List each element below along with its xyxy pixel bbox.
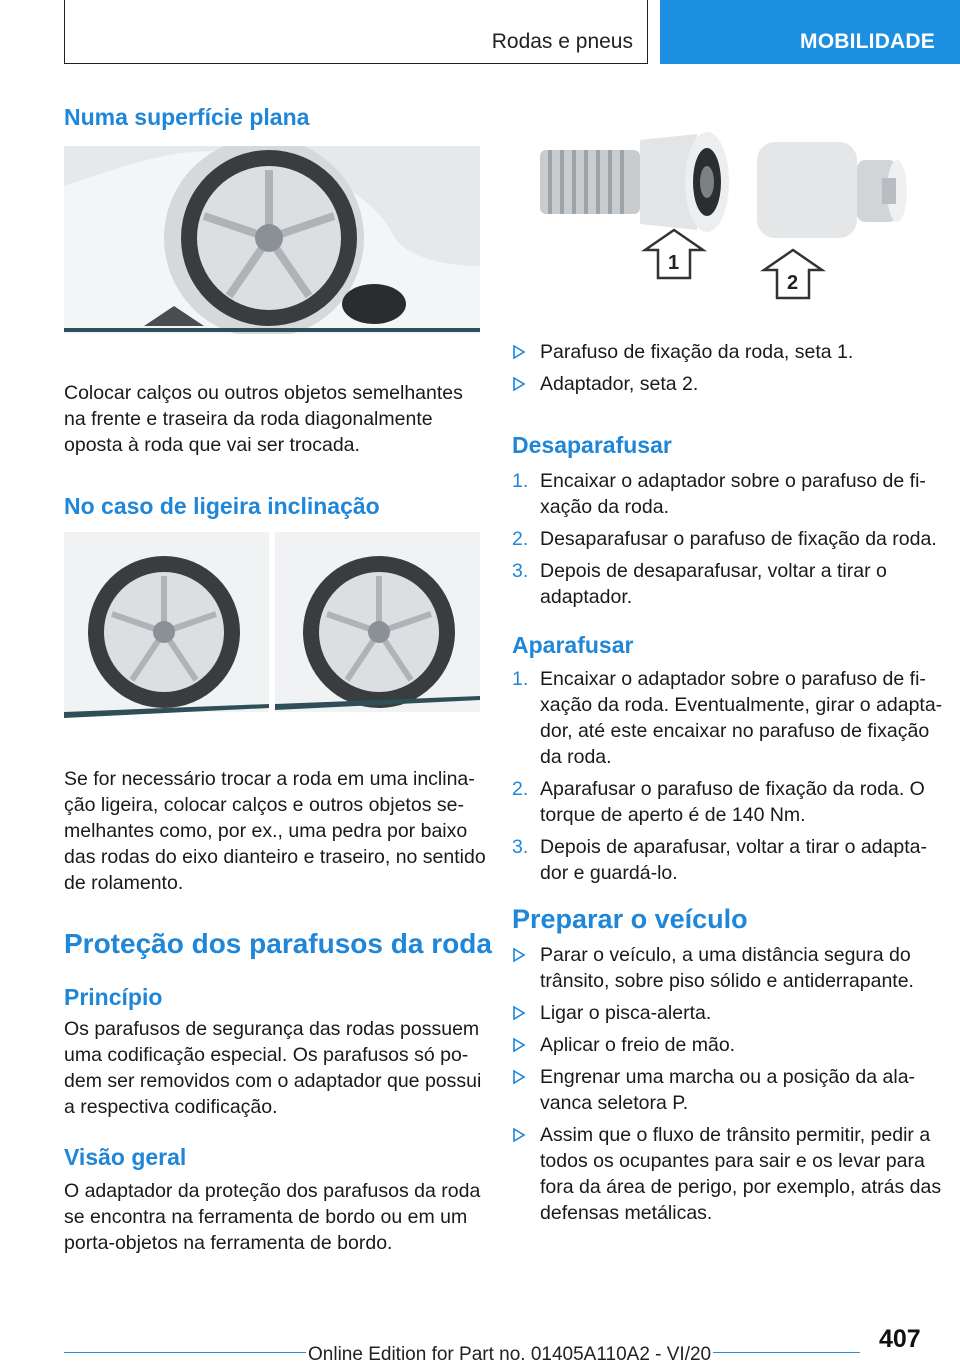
text-line: Encaixar o adaptador sobre o parafuso de fi- (540, 668, 926, 690)
text-line: Encaixar o adaptador sobre o parafuso de fi- (540, 470, 926, 492)
text-line: da roda. (540, 746, 612, 768)
wheel-chock-flat-image (64, 146, 480, 334)
heading-overview: Visão geral (64, 1144, 187, 1170)
heading-principle: Princípio (64, 984, 163, 1010)
text-line: Parafuso de fixação da roda, seta 1. (540, 341, 854, 363)
triangle-bullet-icon (512, 1127, 526, 1143)
text-line: uma codificação especial. Os parafusos só po- (64, 1044, 469, 1066)
heading-unscrew: Desaparafusar (512, 432, 672, 458)
bolt-and-adapter-image (512, 120, 928, 310)
arrow-label-2: 2 (787, 272, 799, 294)
step-number: 2. (512, 528, 529, 550)
paragraph-overview (64, 1178, 480, 1256)
text-line: Engrenar uma marcha ou a posição da ala- (540, 1066, 916, 1088)
text-line: ção ligeira, colocar calços e outros objetos se- (64, 794, 464, 816)
step-number: 2. (512, 778, 529, 800)
heading-slight-slope: No caso de ligeira inclinação (64, 493, 380, 519)
step-number: 3. (512, 560, 529, 582)
triangle-bullet-icon (512, 1069, 526, 1085)
triangle-bullet-icon (512, 376, 526, 392)
text-line: fora da área de perigo, por exemplo, atrás das (540, 1176, 942, 1198)
header-section-title: Rodas e pneus (491, 30, 633, 53)
wheel-chock-slope-image (64, 532, 480, 720)
step-number: 1. (512, 668, 529, 690)
footer-edition: Online Edition for Part no. 01405A110A2 - VI/20 (308, 1344, 712, 1365)
step-number: 3. (512, 836, 529, 858)
paragraph-principle (64, 1016, 481, 1120)
header-chapter-tab[interactable] (660, 0, 960, 64)
page-number: 407 (879, 1325, 921, 1353)
text-line: todos os ocupantes para sair e os levar para (540, 1150, 925, 1172)
text-line: Assim que o fluxo de trânsito permitir, pedir a (540, 1124, 931, 1146)
paragraph-slight-slope (64, 766, 486, 896)
text-line: xação da roda. Eventualmente, girar o adapta- (540, 694, 943, 716)
text-line: adaptador. (540, 586, 633, 608)
triangle-bullet-icon (512, 1037, 526, 1053)
text-line: a respectiva codificação. (64, 1096, 278, 1118)
text-line: defensas metálicas. (540, 1202, 713, 1224)
triangle-bullet-icon (512, 1005, 526, 1021)
arrow-label-1: 1 (668, 252, 680, 274)
text-line: trânsito, sobre piso sólido e antiderrapante. (540, 970, 914, 992)
heading-flat-surface: Numa superfície plana (64, 104, 310, 130)
triangle-bullet-icon (512, 947, 526, 963)
heading-wheel-bolt-protection: Proteção dos parafusos da roda (64, 928, 492, 959)
text-line: Aparafusar o parafuso de fixação da roda. O (540, 778, 925, 800)
text-line: na frente e traseira da roda diagonalmente (64, 408, 433, 430)
step-number: 1. (512, 470, 529, 492)
heading-prepare-vehicle: Preparar o veículo (512, 904, 748, 934)
header-section-box (64, 0, 648, 64)
text-line: dor, até este encaixar no parafuso de fixação (540, 720, 930, 742)
text-line: Desaparafusar o parafuso de fixação da roda. (540, 528, 937, 550)
triangle-bullet-icon (512, 344, 526, 360)
header-chapter-label: MOBILIDADE (800, 30, 935, 53)
text-line: das rodas do eixo dianteiro e traseiro, no sentido (64, 846, 486, 868)
text-line: O adaptador da proteção dos parafusos da roda (64, 1180, 481, 1202)
heading-screw: Aparafusar (512, 632, 634, 658)
text-line: Ligar o pisca-alerta. (540, 1002, 712, 1024)
text-line: Aplicar o freio de mão. (540, 1034, 736, 1056)
text-line: Os parafusos de segurança das rodas possuem (64, 1018, 480, 1040)
text-line: Se for necessário trocar a roda em uma inclina- (64, 768, 475, 790)
text-line: de rolamento. (64, 872, 184, 894)
text-line: dem ser removidos com o adaptador que possui (64, 1070, 482, 1092)
paragraph-flat-surface (64, 380, 463, 458)
text-line: porta-objetos na ferramenta de bordo. (64, 1232, 393, 1254)
text-line: Parar o veículo, a uma distância segura do (540, 944, 911, 966)
text-line: melhantes como, por ex., uma pedra por baixo (64, 820, 468, 842)
text-line: vanca seletora P. (540, 1092, 689, 1114)
text-line: Colocar calços ou outros objetos semelhantes (64, 382, 463, 404)
text-line: Depois de desaparafusar, voltar a tirar o (540, 560, 887, 582)
text-line: xação da roda. (540, 496, 670, 518)
text-line: Depois de aparafusar, voltar a tirar o adapta- (540, 836, 927, 858)
text-line: se encontra na ferramenta de bordo ou em um (64, 1206, 468, 1228)
text-line: torque de aperto é de 140 Nm. (540, 804, 806, 826)
text-line: Adaptador, seta 2. (540, 373, 699, 395)
text-line: oposta à roda que vai ser trocada. (64, 434, 360, 456)
text-line: dor e guardá-lo. (540, 862, 678, 884)
